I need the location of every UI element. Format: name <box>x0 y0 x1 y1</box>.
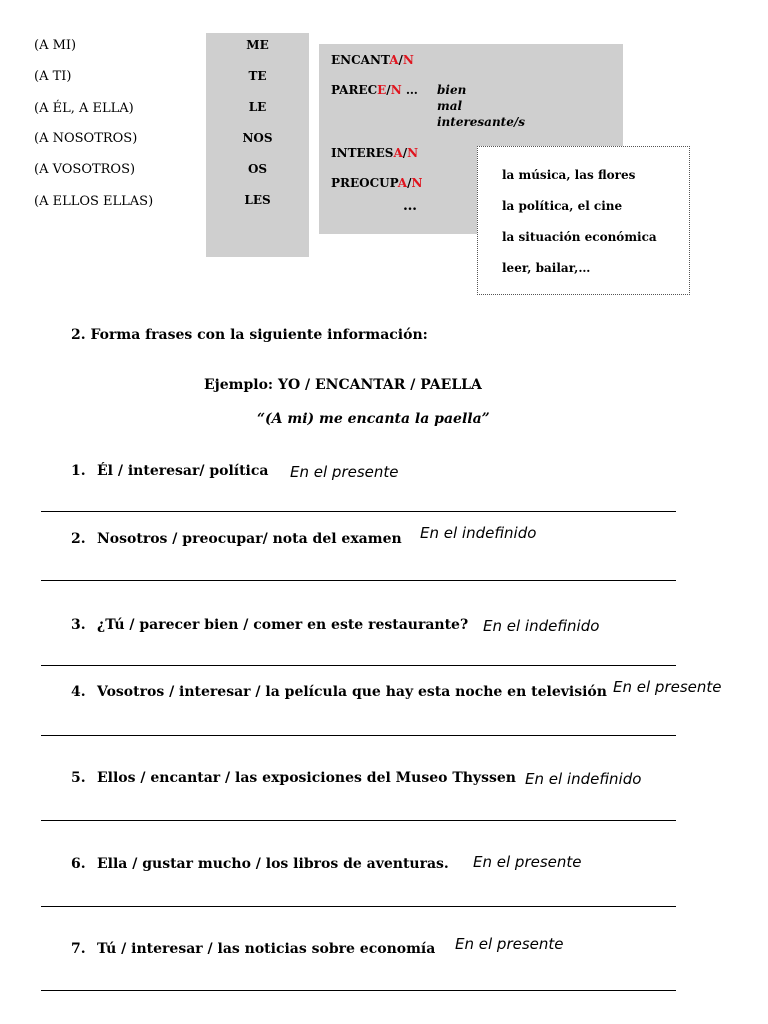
tense-hint-5: En el indefinido <box>525 770 642 788</box>
verb-encantar: ENCANTA/N <box>331 53 414 67</box>
adjective-bien: bien <box>437 83 467 97</box>
exercise-title: 2. Forma frases con la siguiente información: <box>71 327 428 343</box>
pronoun-a-ti: (A TI) <box>34 69 72 84</box>
object-politica-cine: la política, el cine <box>502 199 623 213</box>
clitic-les: LES <box>244 193 271 207</box>
pronoun-a-vosotros: (A VOSOTROS) <box>34 162 136 177</box>
verbs-ellipsis: … <box>403 198 419 214</box>
exercise-item-5: 5. Ellos / encantar / las exposiciones del Museo Thyssen <box>71 770 516 786</box>
answer-line-1[interactable] <box>41 511 676 512</box>
answer-line-4[interactable] <box>41 735 676 736</box>
answer-line-3[interactable] <box>41 665 676 666</box>
clitic-nos: NOS <box>242 131 273 145</box>
pronoun-a-mi: (A MI) <box>34 38 77 53</box>
exercise-item-3: 3. ¿Tú / parecer bien / comer en este restaurante? <box>71 617 469 633</box>
tense-hint-7: En el presente <box>455 935 564 953</box>
clitic-le: LE <box>248 100 267 114</box>
exercise-item-4: 4. Vosotros / interesar / la película que hay esta noche en televisión <box>71 684 607 700</box>
pronoun-a-el-ella: (A ÉL, A ELLA) <box>34 101 134 116</box>
object-musica-flores: la música, las flores <box>502 168 636 182</box>
exercise-item-2: 2. Nosotros / preocupar/ nota del examen <box>71 531 402 547</box>
exercise-item-6: 6. Ella / gustar mucho / los libros de aventuras. <box>71 856 449 872</box>
tense-hint-6: En el presente <box>473 853 582 871</box>
example-sentence: “(A mi) me encanta la paella” <box>257 411 490 427</box>
verb-parecer: PARECE/N … <box>331 83 418 97</box>
object-leer-bailar: leer, bailar,… <box>502 261 591 275</box>
tense-hint-2: En el indefinido <box>420 524 537 542</box>
exercise-item-7: 7. Tú / interesar / las noticias sobre economía <box>71 941 436 957</box>
clitic-me: ME <box>246 38 269 52</box>
adjective-interesante: interesante/s <box>437 115 525 129</box>
answer-line-6[interactable] <box>41 906 676 907</box>
clitic-os: OS <box>247 162 268 176</box>
pronoun-a-ellos-ellas: (A ELLOS ELLAS) <box>34 194 154 209</box>
example-title: Ejemplo: YO / ENCANTAR / PAELLA <box>204 377 482 393</box>
tense-hint-3: En el indefinido <box>483 617 600 635</box>
verb-preocupar: PREOCUPA/N <box>331 176 423 190</box>
tense-hint-4: En el presente <box>613 678 722 696</box>
object-situacion-economica: la situación económica <box>502 230 657 244</box>
verb-interesar: INTERESA/N <box>331 146 419 160</box>
exercise-item-1: 1. Él / interesar/ política <box>71 463 269 479</box>
adjective-mal: mal <box>437 99 463 113</box>
answer-line-7[interactable] <box>41 990 676 991</box>
pronoun-a-nosotros: (A NOSOTROS) <box>34 131 138 146</box>
clitic-te: TE <box>248 69 267 83</box>
answer-line-2[interactable] <box>41 580 676 581</box>
objects-box <box>477 146 690 295</box>
answer-line-5[interactable] <box>41 820 676 821</box>
clitic-pronoun-box <box>206 33 309 257</box>
tense-hint-1: En el presente <box>290 463 399 481</box>
